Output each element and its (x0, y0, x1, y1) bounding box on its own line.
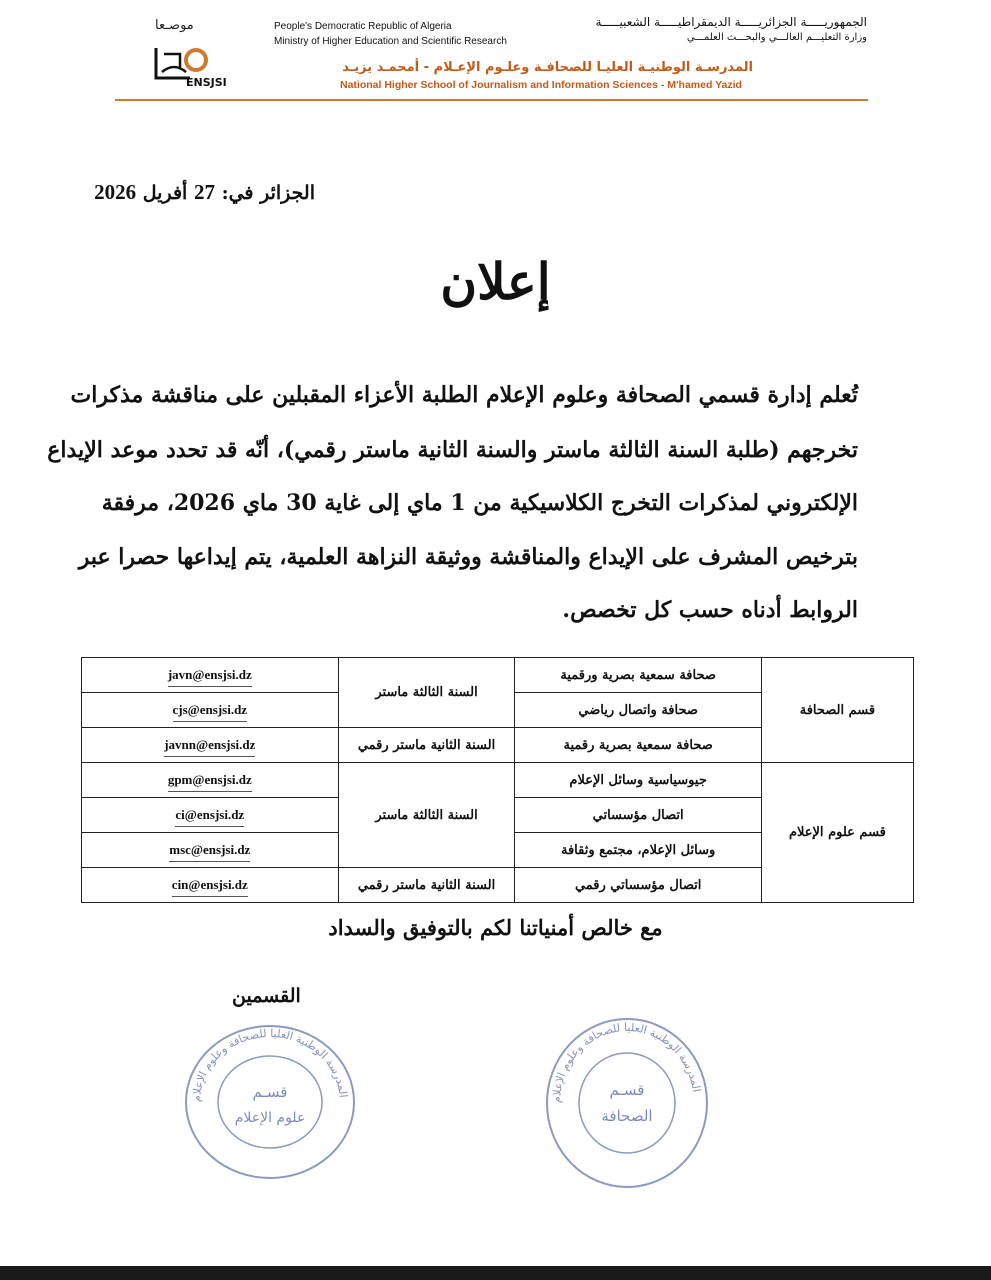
email-link[interactable] (82, 728, 339, 763)
header-ministry-en: Ministry of Higher Education and Scientific Research (274, 36, 507, 47)
header-school-ar: المدرسـة الوطنيـة العليـا للصحافـة وعلـوم الإعـلام - أمحمـد يزيـد (342, 60, 753, 75)
body-line: تُعلم إدارة قسمي الصحافة وعلوم الإعلام الطلبة الأعزاء المقبلين على مناقشة مذكرات (70, 382, 858, 408)
stamp-left-ring-text: المدرسة الوطنية العليا للصحافة وعلوم الإعلام (189, 1026, 350, 1103)
header-school-en: National Higher School of Journalism and Information Sciences - M'hamed Yazid (340, 79, 742, 91)
body-line: الروابط أدناه حسب كل تخصص. (562, 597, 858, 623)
department-cell-info: قسم علوم الإعلام (761, 763, 913, 903)
bottom-edge (0, 1266, 991, 1280)
year-cell: السنة الثانية ماستر رقمي (338, 868, 515, 903)
email-link[interactable] (82, 798, 339, 833)
email-text[interactable]: cjs@ensjsi.dz (173, 699, 248, 722)
date-day: 27 (193, 180, 215, 204)
page-title: إعلان (440, 252, 551, 311)
specialty-cell: وسائل الإعلام، مجتمع وثقافة (515, 833, 761, 868)
email-link[interactable] (82, 833, 339, 868)
signature-label: القسمين (232, 985, 301, 1007)
logo-tagline: موصـعا (155, 18, 194, 33)
document-date (94, 180, 315, 205)
year-cell: السنة الثانية ماستر رقمي (338, 728, 515, 763)
email-text[interactable]: javnn@ensjsi.dz (164, 734, 255, 757)
email-text[interactable]: ci@ensjsi.dz (175, 804, 244, 827)
body-line: بترخيص المشرف على الإيداع والمناقشة ووثيقة النزاهة العلمية، يتم إيداعها حصرا عبر (78, 544, 858, 570)
email-link[interactable] (82, 868, 339, 903)
stamp-left-line1: قسـم (252, 1083, 288, 1101)
table-row (82, 658, 914, 693)
year-cell: السنة الثالثة ماستر (338, 763, 515, 868)
email-text[interactable]: cin@ensjsi.dz (172, 874, 248, 897)
header-divider (115, 99, 868, 101)
email-link[interactable] (82, 763, 339, 798)
submission-links-table (81, 657, 914, 903)
email-text[interactable]: javn@ensjsi.dz (168, 664, 252, 687)
stamp-info-dept-icon (180, 1022, 360, 1182)
department-cell-press: قسم الصحافة (761, 658, 913, 763)
email-link[interactable] (82, 693, 339, 728)
logo-text: ENSJSI (186, 76, 227, 89)
specialty-cell: اتصال مؤسساتي رقمي (515, 868, 761, 903)
email-link[interactable] (82, 658, 339, 693)
email-text[interactable]: gpm@ensjsi.dz (168, 769, 252, 792)
specialty-cell: اتصال مؤسساتي (515, 798, 761, 833)
specialty-cell: صحافة واتصال رياضي (515, 693, 761, 728)
year-cell: السنة الثالثة ماستر (338, 658, 515, 728)
specialty-cell: جيوسياسية وسائل الإعلام (515, 763, 761, 798)
stamp-right-ring-text: المدرسة الوطنية العليا للصحافة وعلوم الإعلام (549, 1020, 704, 1104)
header-country-en: People's Democratic Republic of Algeria (274, 21, 452, 32)
table-row (82, 763, 914, 798)
stamp-right-line1: قسـم (609, 1081, 645, 1099)
specialty-cell: صحافة سمعية بصرية رقمية (515, 728, 761, 763)
body-line: تخرجهم (طلبة السنة الثالثة ماستر والسنة الثانية ماستر رقمي)، أنّه قد تحدد موعد الإيداع (47, 437, 858, 463)
date-month: أفريل (142, 182, 188, 204)
date-prefix: الجزائر في: (221, 182, 315, 204)
email-text[interactable]: msc@ensjsi.dz (169, 839, 250, 862)
body-line: الإلكتروني لمذكرات التخرج الكلاسيكية من 1 ماي إلى غاية 30 ماي 2026، مرفقة (101, 490, 858, 516)
specialty-cell: صحافة سمعية بصرية ورقمية (515, 658, 761, 693)
stamp-left-line2: علوم الإعلام (234, 1110, 306, 1126)
header-ministry-ar: وزارة التعليـــم العالـــي والبحـــث العلمـــي (686, 32, 867, 43)
stamp-press-dept-icon (542, 1015, 712, 1190)
date-year: 2026 (94, 180, 137, 204)
closing-line: مع خالص أمنياتنا لكم بالتوفيق والسداد (328, 915, 663, 940)
stamp-right-line2: الصحافة (601, 1107, 653, 1125)
header-country-ar: الجمهوريـــــة الجزائريـــــة الديمقراطيـــــة الشعبيـــــة (595, 15, 867, 29)
